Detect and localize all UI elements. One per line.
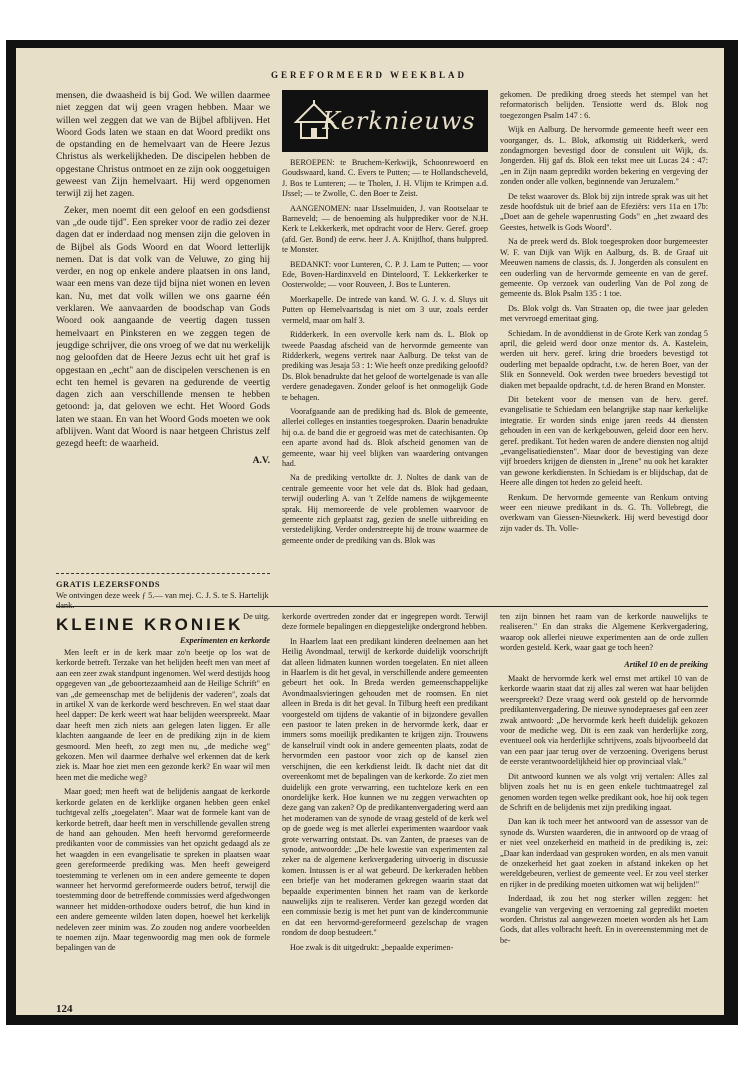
paragraph: Zeker, men noemt dit een geloof en een godsdienst van „de oude tijd". Een spreker voor de radio zei dezer dagen dat er inderdaad nog mensen zijn die geloven in de Bijbel als Gods Woord en dat Woord letterlijk nemen. Dat is dat volk van de Veluwe, zo ging hij verder, en nog op enkele andere plaatsen in ons land, waar een mens van deze tijd bijna niet wonen en leven kan. Nu, met dat volk willen we ons gaarne één verklaren. We aanvaarden de boodschap van Gods Woord ook aangaande de veertig dagen tussen hemelvaart en Pinksteren en we zeggen tegen de jeugdige schrijver, die ons vroeg of we dat nu werkelijk nog geloofden dat de Heere Jezus echt uit het graf is opgestaan en „echt" aan de discipelen verschenen is en echt ten hemel is gevaren na gedurende de veertig dagen zich aan verschillende mensen te hebben getoond: ja, dat geloven we echt. Het Woord Gods laten we staan. En van het Woord Gods moeten we ook afblijven. Want dat Woord is naar hetgeen Christus zelf gezegd heeft: de waarheid. xyxy=(56,204,270,450)
paragraph: De tekst waarover ds. Blok bij zijn intrede sprak was uit het zesde hoofdstuk uit de brief aan de Efeziërs: vers 11a en 17b: „Doet aan de gehele wapenrusting Gods" en „het zwaard des Geestes, hetwelk is Gods Woord". xyxy=(500,191,708,232)
lezersfonds-text: We ontvingen deze week ƒ 5.— van mej. C. J. S. te S. Hartelijk dank. xyxy=(56,590,269,611)
paragraph: Wijk en Aalburg. De hervormde gemeente heeft weer een voorganger, ds. L. Blok, afkomstig uit Ridderkerk, werd zondagmorgen bevestigd door de consulent uit Wijk, ds. Jongerden. Hij gaf ds. Blok een tekst mee uit Lucas 24 : 47: „en in Zijn naam gepredikt worden bekering en vergeving der zonden onder alle volken, beginnende van Jeruzalem." xyxy=(500,125,708,187)
paragraph: Inderdaad, ik zou het nog sterker willen zeggen: het evangelie van vergeving en verzoening zal gepredikt moeten worden. Christus zal aangewezen moeten worden als het Lam Gods, dat alles volbracht heeft. En in overeenstemming met de be- xyxy=(500,894,708,945)
kroniek-column-3 xyxy=(500,612,708,998)
kroniek-column-1 xyxy=(56,648,270,998)
paragraph: Hoe zwak is dit uitgedrukt: „bepaalde experimen- xyxy=(290,942,454,952)
paragraph: Schiedam. In de avonddienst in de Grote Kerk van zondag 5 april, die geleid werd door onze mentor ds. A. Kastelein, werden uit herv. geref. kring drie broeders bevestigd tot ouderling met bepaalde opdracht, t.w. de heren Boer, van der Slik en Sonneveld. Ook werden twee broeders bevestigd tot diaken met bepaalde opdracht, t.d. de heren Brand en Monster. xyxy=(500,328,708,390)
paragraph: Dit betekent voor de mensen van de herv. geref. evangelisatie te Schiedam een belangrijke stap naar kerkelijke integratie. Er worden sinds enige jaren reeds 44 diensten gehouden in een van de kerkgebouwen, geleid door een herv. geref. predikant. Tot heden waren de andere diensten nog altijd „evangelisatiediensten". Maar door de bevestiging van deze vijf broeders krijgen de diensten in „Irene" nu ook het karakter van gewone kerkdiensten. In Schiedam is er blijdschap, dat de Heere alle dingen tot heden zo geleid heeft. xyxy=(500,394,708,488)
kerknieuws-banner xyxy=(282,90,488,152)
kroniek-column-2 xyxy=(282,612,488,998)
column-3 xyxy=(500,90,708,576)
paragraph: ten zijn binnen het raam van de kerkorde nauwelijks te realiseren." En dan straks die Algemene Kerkvergadering, waarop ook allerlei nieuwe experimenten aan de orde zullen worden gesteld. Kerk, waar gaat ge toch heen? xyxy=(500,612,708,653)
paragraph: Ds. Blok volgt ds. Van Straaten op, die twee jaar geleden met vervroegd emeritaat ging. xyxy=(500,303,708,324)
kerknieuws-title: Kerknieuws xyxy=(322,107,476,135)
paragraph: Men leeft er in de kerk maar zo'n beetje op los wat de kerkorde betreft. Terzake van het belijden heeft men van meet af aan een zeer zwak standpunt ingenomen. Wel werd destijds hoog opgegeven van „de geboortezaamheid aan de Heilige Schrift" en van „de gemeenschap met de belijdenis der vaderen", zoals dat in artikel X van de kerkorde werd beschreven. En wel staat daar heel dapper: De kerk weert wat haar belijden weerspreekt. Maar daar heeft men zich niets aan gelegen laten liggen. Er alle klachten aangaande de leer en de prediking zijn in de kiem gesmoord. Men heeft, zo zegt men nu, „de mediche weg" gekozen. Men wil daarmee derhalve wel erkennen dat de kerk ziek is. Maar hoe ziet men een gezonde kerk? En waar wil men heen met die mediche weg? xyxy=(56,648,270,782)
author-signature: A.V. xyxy=(252,454,270,466)
running-header: GEREFORMEERD WEEKBLAD xyxy=(270,70,468,80)
paragraph: Maar goed; men heeft wat de belijdenis aangaat de kerkorde kerkorde gelaten en de kerklijke organen hebben geen enkel tuchtgeval zelfs „toegelaten". Maar wat de formele kant van de kerkorde betreft, daar heeft men in verschillende gevallen streng de hand aan gehouden. Men heeft hervormd gereformeerde predikanten voor de commissies van het opzicht gedaagd als ze het waagden in een evangelisatie te spreken in plaatsen waar geen gereformeerde prediking was. Men heeft geweigerd toestemming te verlenen om in een andere gemeente te dopen wanneer het hervormd gereformeerde ouders betrof, terwijl die toestemming door de betreffende commissies werd afgedwongen wanneer het midden-orthodoxe ouders betrof, die hun kind in een andere gemeente wilden laten dopen, hoewel het kerkelijk nedeleven zeer minim was. Zo zouden nog andere voorbeelden te noemen zijn. Maar tegenwoordig mag men ook de formele bepalingen van de xyxy=(56,787,270,953)
paragraph: Ridderkerk. In een overvolle kerk nam ds. L. Blok op tweede Paasdag afscheid van de hervormde gemeente van Ridderkerk, wegens vertrek naar Aalburg. De tekst van de prediking was Jesaja 53 : 1: Wie heeft onze prediking geloofd? Ds. Blok benadrukte dat het geloof de wortelgenade is van alle verdere genadegaven. Zonder geloof is het onmogelijk Gode te behagen. xyxy=(282,330,488,402)
paragraph: BEDANKT: voor Lunteren, C. P. J. Lam te Putten; — voor Ede, Boven-Hardinxveld en Dinteloord, T. Lekkerkerker te Oosterwolde; — voor Rouveen, J. Bos te Lunteren. xyxy=(282,259,488,290)
lezersfonds-signature: De uitg. xyxy=(243,611,270,621)
section-divider xyxy=(56,606,708,607)
column-1 xyxy=(56,90,270,570)
paragraph: Dit antwoord kunnen we als volgt vrij vertalen: Alles zal blijven zoals het nu is en geen enkele tuchtmaatregel zal genomen worden tegen welke predikant ook, hoe hij ook tegen de Schrift en de belijdenis met zijn prediking ingaat. xyxy=(500,771,708,812)
divider xyxy=(56,573,270,574)
paragraph: Na de preek werd ds. Blok toegesproken door burgemeester W. F. van Dijk van Wijk en Aalburg, ds. B. de Graaf uit Meeuwen namens de classis, ds. J. Jongerden als consulent en een ouderling van de hervormde gemeente en van de geref. gemeente. Op verzoek van ouderling Van de Pol zong de gemeente ds. Blok Psalm 135 : 1 toe. xyxy=(500,237,708,299)
paragraph: Renkum. De hervormde gemeente van Renkum ontving weer een nieuwe predikant in ds. G. Th. Vollebregt, die overkwam van Giessen-Nieuwkerk. Hij werd bevestigd door zijn vader ds. Th. Volle- xyxy=(500,492,708,533)
paragraph: gekomen. De prediking droeg steeds het stempel van het reformatorisch belijden. Tensiotte werd ds. Blok nog toegezongen Psalm 147 : 6. xyxy=(500,90,708,120)
lezersfonds-title: GRATIS LEZERSFONDS xyxy=(56,580,161,589)
paragraph: kerkorde overtreden zonder dat er ingegrepen wordt. Terwijl deze formele bepalingen en diepgestelijke ondergrond hebben. xyxy=(282,612,488,632)
column-2-kerknieuws xyxy=(282,158,488,576)
kleine-kroniek-title: KLEINE KRONIEK xyxy=(56,615,244,634)
paragraph: Na de prediking vertolkte dr. J. Noltes de dank van de centrale gemeente voor het vele dat ds. Blok had gedaan, terwijl ouderling A. van 't Zelfde namens de wijkgemeente sprak. Hij memoreerde de vele problemen waarvoor de gemeente zich geplaatst zag, gezien de snelle uitbreiding en verstedelijking. Verder onderstreepte hij de trouw waarmee de gemeente onder de prediking van ds. Blok was xyxy=(282,473,488,545)
paragraph: Voorafgaande aan de prediking had ds. Blok de gemeente, allerlei colleges en instanties toegesproken. Daarin benadrukte hij o.a. de band die er gegroeid was met de catechisanten. Op een aparte avond had ds. Blok afscheid genomen van de gemeente, waar hij veel blijken van waardering ontvangen had. xyxy=(282,406,488,468)
page-number: 124 xyxy=(56,1003,73,1015)
paragraph: Dan kan ik toch meer het antwoord van de assessor van de synode ds. Wursten waarderen, die in antwoord op de vraag of er niet veel onzekerheid en matheid in de prediking is, zei: „Daar kan inderdaad van gesproken worden, en als men vanuit de onzekerheid het gaat zoeken in afstand inkeken op het wereldgebeuren, verliest de gemeente veel. Er zou veel sterker en rijker in de prediking moeten uitkomen wat wij belijden!" xyxy=(500,817,708,889)
paragraph: mensen, die dwaasheid is bij God. We willen daarmee niet zeggen dat wij geen vragen hebben. Maar we willen wel zeggen dat we van de Bijbel afblijven. Het Woord Gods laten we staan en dat Woord predikt ons de opstanding en de hemelvaart van de Heere Jezus Christus als werkelijkheden. De discipelen hebben de opgestane Christus ontmoet en ze zijn ook ooggetuigen geweest van Zijn hemelvaart. Hij werd opgenomen terwijl zij het zagen. xyxy=(56,90,270,200)
kroniek-subheading: Artikel 10 en de preiking xyxy=(624,659,708,669)
paragraph: Moerkapelle. De intrede van kand. W. G. J. v. d. Sluys uit Putten op Hemelvaartsdag is niet om 3 uur, zoals eerder vermeld, maar om half 3. xyxy=(282,294,488,325)
paragraph: In Haarlem laat een predikant kinderen deelnemen aan het Heilig Avondmaal, terwijl de kerkorde duidelijk voorschrijft dat alleen lidmaten kunnen worden toegelaten. En niet alleen in Haarlem is dit het geval, in verschillende andere gemeenten gebeurt het ook. In Breda werden gemeenschappelijke Avondmaalsvieringen gehouden met de roomsen. En niet alleen in Breda is dit het geval. In Tilburg heeft een predikant voorgesteld om tijdens de vakantie of in bijzondere gevallen een pastoor te laten preken in de hervormde kerk, daar er immers soms moeilijk predikanten te krijgen zijn. Trouwens de kanselruil vindt ook in andere gemeenten plaats, zodat de hervormden een pastoor voor zich op de kansel zien verschijnen, die een kerkdienst leidt. Ik dacht niet dat dit overeenkomt met de bepalingen van de kerkorde. Zo ziet men duidelijk een grote verwarring, een tuchteloze kerk en een onordelijke kerk. Hoe kunnen we nu zeggen verwachten op deze gang van zaken? Op de predikantenvergadering werd aan het moderamen van de synode de vraag gesteld of de kerk wel op de goede weg is met allerlei experimenten waardoor vaak grote verwarring ontstaat. Ds. van Zanten, de praeses van de synode, antwoordde: „De hele kwestie van experimenten zal zeker na de algemene kerkvergadering uitvoerig in discussie komen. Intussen is er al wat gebeurd. De kerkeraden hebben een briefje van het moderamen gekregen waarin staat dat bepaalde experimenten binnen het raam van de kerkorde nauwelijks zijn te realiseren. Verder kan gezegd worden dat een commissie bezig is met het punt van de kindercommunie en dat een hervormd-gereformeerd gezelschap de vragen rondom de doop bestudeert." xyxy=(282,636,488,938)
signature-line xyxy=(56,455,270,467)
paragraph: BEROEPEN: te Bruchem-Kerkwijk, Schoonrewoerd en Goudswaard, kand. C. Evers te Putten; — te Hollandscheveld, J. Bos te Lunteren; — te Tholen, J. H. Vlijm te Krimpen a.d. IJssel; — te Zwolle, C. den Boer te Zeist. xyxy=(282,158,488,199)
kroniek-subtitle: Experimenten en kerkorde xyxy=(179,636,270,645)
paragraph: AANGENOMEN: naar IJsselmuiden, J. van Rootselaar te Barneveld; — de benoeming als hulpprediker voor de N.H. Kerk te Lekkerkerk, met opdracht voor de Herv. Geref. groep (afd. Ger. Bond) de eerw. heer J. A. Knijtlhof, thans hulppred. te Monster. xyxy=(282,203,488,255)
paragraph: Maakt de hervormde kerk wel ernst met artikel 10 van de kerkorde waarin staat dat zij alles zal weren wat haar belijden weerspreekt? Deze vraag werd ook gesteld op de hervormde predikantenvergadering. De nieuwe synodepraeses gaf een zeer zwak antwoord: „De hervormde kerk heeft duidelijk gekozen voor de mediche weg. Dit is een zaak van herderlijke zorg, eventueel ook via herderlijke schrijvens, zoals bijvoorbeeld dat van een paar jaar terug over de verzoening. Overigens berust de eerste verantwoordelijkheid hier op provinciaal vlak." xyxy=(500,674,708,767)
